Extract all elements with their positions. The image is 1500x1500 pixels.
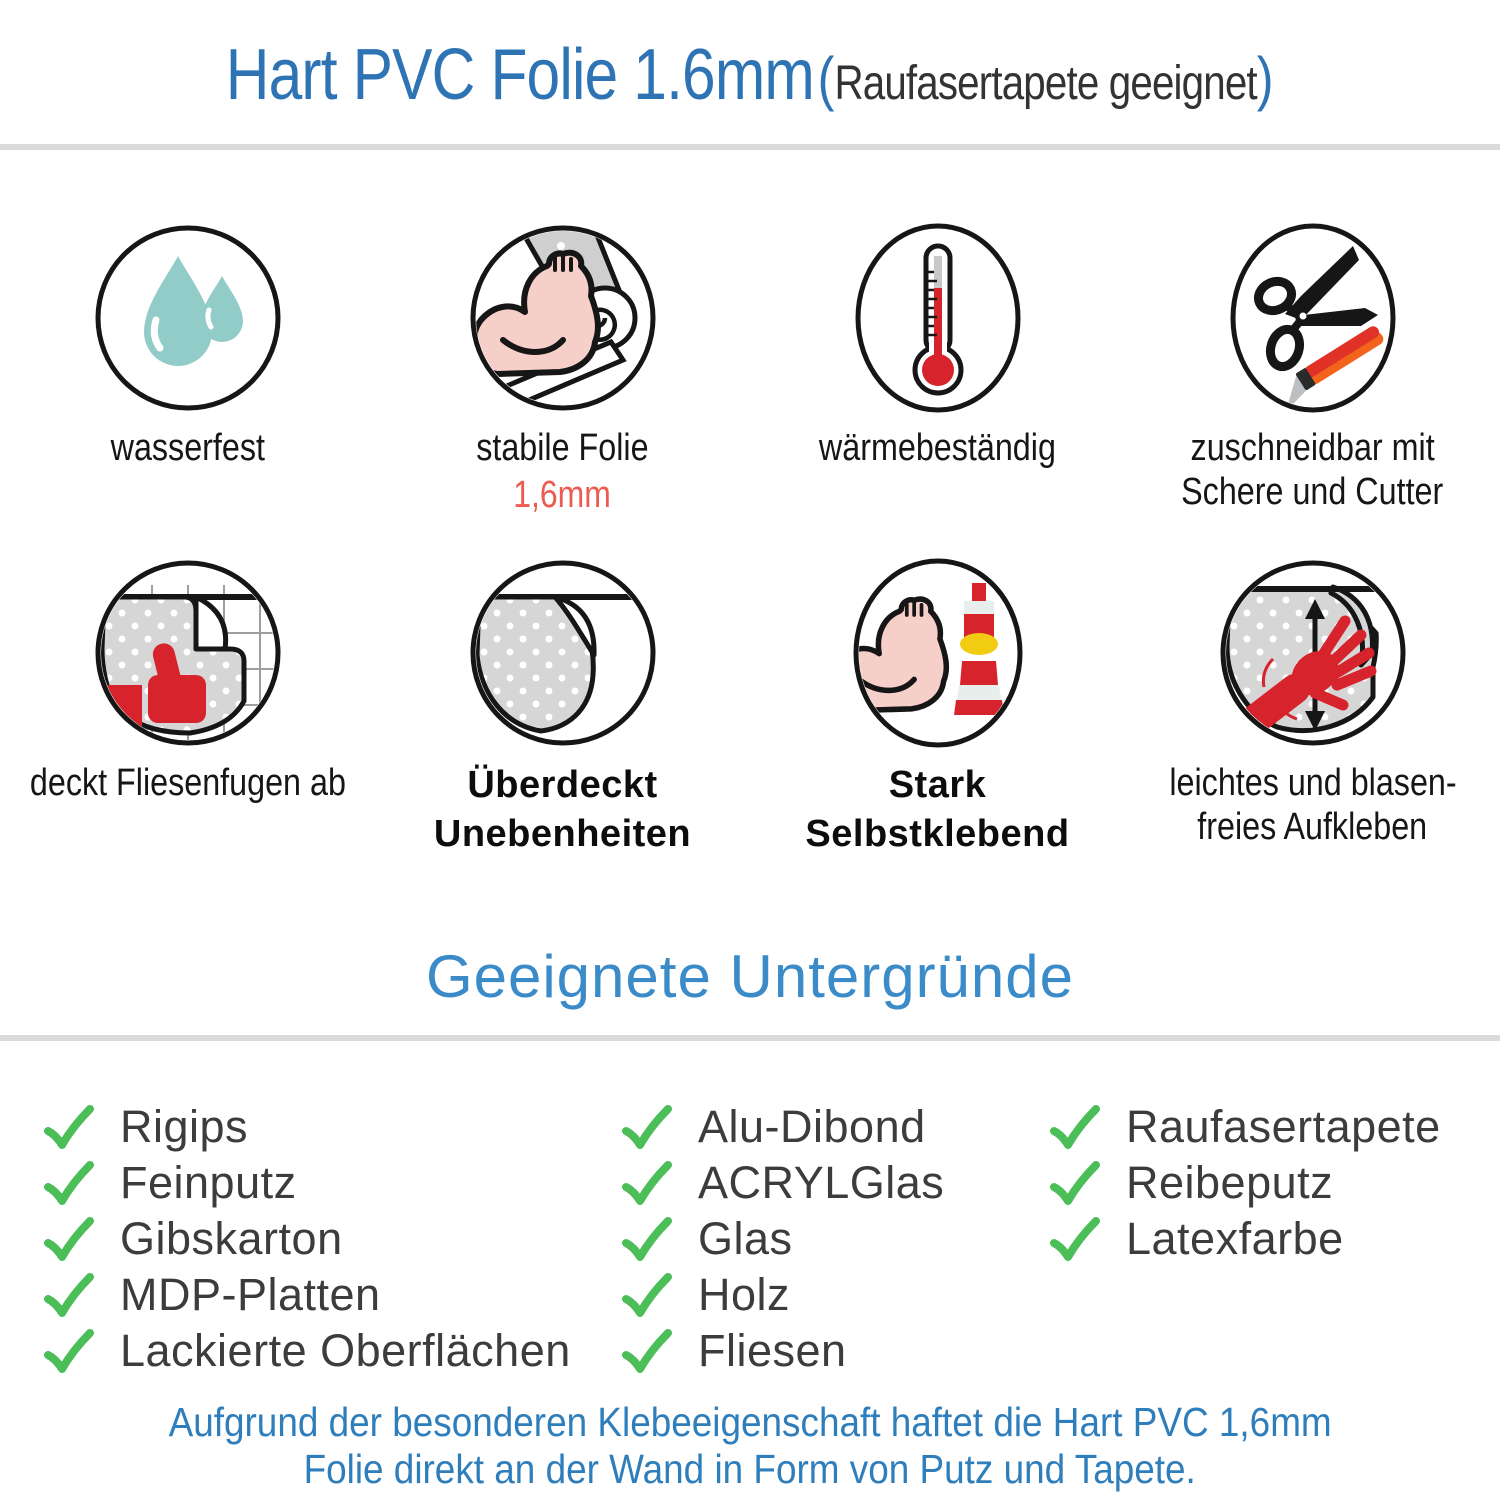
hand-smooth-icon: [1215, 555, 1411, 751]
list-item: Alu-Dibond: [622, 1103, 1050, 1151]
thermometer-icon: [840, 220, 1036, 416]
feature-waterproof: [0, 220, 375, 517]
list-item: Lackierte Oberflächen: [44, 1327, 622, 1375]
muscle-foil-icon: [465, 220, 661, 416]
thumb-tiles-icon: [90, 555, 286, 751]
feature-heat-resistant: [750, 220, 1125, 517]
feature-self-adhesive: [750, 555, 1125, 860]
substrates-column-2: [622, 1100, 1050, 1376]
substrates-column-3: [1050, 1100, 1500, 1375]
title-paren-open: (: [818, 45, 835, 112]
muscle-glue-icon: [840, 555, 1036, 751]
check-icon: [622, 1273, 672, 1317]
list-item: Gibskarton: [44, 1215, 622, 1263]
feature-label: leichtes und blasen- freies Aufkleben: [1168, 762, 1457, 849]
list-item: ACRYLGlas: [622, 1159, 1050, 1207]
feature-easy-application: [1125, 555, 1500, 860]
list-item: MDP-Platten: [44, 1271, 622, 1319]
feature-label: wärmebeständig: [818, 427, 1056, 469]
substrates-column-1: [44, 1100, 622, 1376]
water-drops-icon: [90, 220, 286, 416]
list-item: Glas: [622, 1215, 1050, 1263]
check-icon: [622, 1105, 672, 1149]
substrates-heading: Geeignete Untergründe: [425, 942, 1075, 1010]
feature-label: zuschneidbar mit Schere und Cutter: [1181, 427, 1444, 514]
check-icon: [622, 1217, 672, 1261]
check-icon: [44, 1217, 94, 1261]
substrates-list: [0, 1041, 1500, 1375]
page-title: [0, 0, 1500, 116]
check-icon: [44, 1329, 94, 1373]
adhesion-note: Aufgrund der besonderen Klebeeigenschaft haftet die Hart PVC 1,6mm Folie direkt an der Wand in Form von Putz und Tapete.: [168, 1398, 1332, 1493]
list-item: Feinputz: [44, 1159, 622, 1207]
check-icon: [44, 1105, 94, 1149]
page-title-text: [226, 34, 1274, 116]
title-paren-close: ): [1257, 45, 1274, 112]
check-icon: [44, 1161, 94, 1205]
check-icon: [622, 1329, 672, 1373]
feature-label: deckt Fliesenfugen ab: [29, 762, 346, 805]
list-item: Reibeputz: [1050, 1159, 1500, 1207]
list-item: Fliesen: [622, 1327, 1050, 1375]
feature-covers-grout: [0, 555, 375, 860]
feature-label: Stark Selbstklebend: [805, 764, 1070, 856]
check-icon: [1050, 1217, 1100, 1261]
list-item: Latexfarbe: [1050, 1215, 1500, 1263]
feature-cuttable: [1125, 220, 1500, 517]
feature-stable-foil: [375, 220, 750, 517]
title-subtitle: Raufasertapete geeignet: [834, 57, 1258, 110]
feature-thickness-label: 1,6mm: [513, 474, 612, 517]
list-item: Rigips: [44, 1103, 622, 1151]
scissors-cutter-icon: [1215, 220, 1411, 416]
check-icon: [44, 1273, 94, 1317]
feature-label: stabile Folie: [476, 427, 649, 469]
feature-label: Überdeckt Unebenheiten: [433, 764, 692, 856]
check-icon: [1050, 1161, 1100, 1205]
check-icon: [622, 1161, 672, 1205]
check-icon: [1050, 1105, 1100, 1149]
list-item: Raufasertapete: [1050, 1103, 1500, 1151]
feature-covers-unevenness: [375, 555, 750, 860]
list-item: Holz: [622, 1271, 1050, 1319]
feature-label: wasserfest: [110, 427, 265, 469]
feature-grid: [0, 150, 1500, 860]
title-main: Hart PVC Folie 1.6mm: [226, 35, 815, 115]
foil-cover-icon: [465, 555, 661, 751]
